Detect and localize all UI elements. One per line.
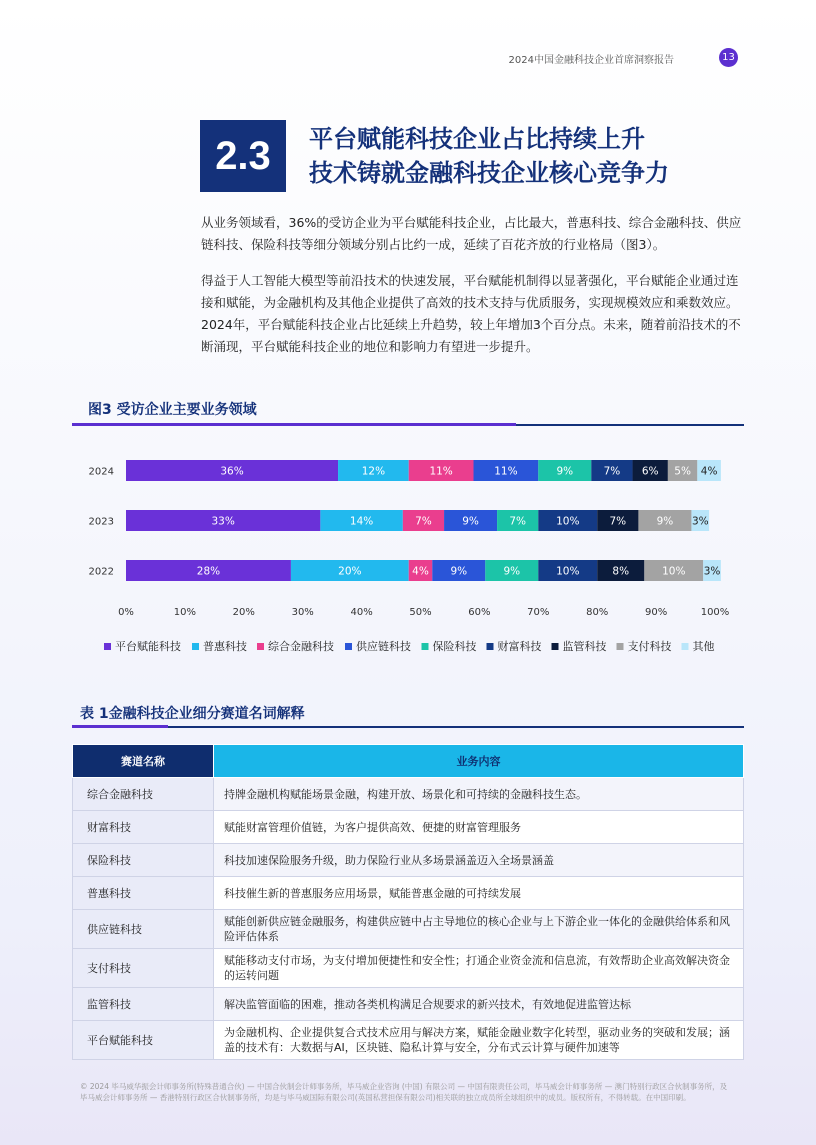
section-number: 2.3 <box>200 120 286 192</box>
terms-table <box>72 744 744 1060</box>
track-name: 供应链科技 <box>73 910 214 949</box>
body-paragraph: 从业务领域看，36%的受访企业为平台赋能科技企业，占比最大，普惠科技、综合金融科技、供应链科技、保险科技等细分领域分别占比约一成，延续了百花齐放的行业格局（图3）。 <box>201 215 742 252</box>
legend-swatch <box>192 643 199 650</box>
legend-swatch <box>617 643 624 650</box>
legend-item: 监管科技 <box>562 640 607 653</box>
x-tick-label: 100% <box>700 607 730 618</box>
track-name: 综合金融科技 <box>73 778 214 811</box>
table-row <box>73 811 744 844</box>
page-number-badge: 13 <box>719 48 738 67</box>
x-tick-label: 70% <box>527 607 550 618</box>
legend-item: 支付科技 <box>627 640 672 653</box>
legend-item: 供应链科技 <box>356 640 411 653</box>
data-label: 8% <box>612 565 630 578</box>
track-desc: 赋能移动支付市场，为支付增加便捷性和安全性；打通企业资金流和信息流，有效帮助企业高效解决资金的运转问题 <box>214 949 744 988</box>
x-tick-label: 50% <box>409 607 432 618</box>
table-row <box>73 988 744 1021</box>
table-row <box>73 910 744 949</box>
figure-divider <box>72 424 744 426</box>
data-label: 7% <box>609 515 627 528</box>
data-label: 6% <box>641 465 659 478</box>
x-tick-label: 10% <box>173 607 197 618</box>
track-desc: 持牌金融机构赋能场景金融，构建开放、场景化和可持续的金融科技生态。 <box>214 778 744 811</box>
legend-item: 平台赋能科技 <box>115 640 181 653</box>
data-label: 7% <box>415 515 432 528</box>
x-tick-label: 80% <box>586 607 609 618</box>
legend-item: 普惠科技 <box>203 640 247 653</box>
table-row <box>73 778 744 811</box>
legend-item: 保险科技 <box>432 640 477 653</box>
data-label: 7% <box>603 465 621 478</box>
data-label: 7% <box>509 515 527 528</box>
x-tick-label: 40% <box>350 607 373 618</box>
section-title-line2: 技术铸就金融科技企业核心竞争力 <box>309 159 669 187</box>
track-desc: 赋能财富管理价值链，为客户提供高效、便捷的财富管理服务 <box>214 811 744 844</box>
table-header-name: 赛道名称 <box>73 745 214 778</box>
track-desc: 科技加速保险服务升级，助力保险行业从多场景涵盖迈入全场景涵盖 <box>214 844 744 877</box>
data-label: 10% <box>556 565 580 578</box>
data-label: 28% <box>196 565 221 578</box>
legend-item: 综合金融科技 <box>268 640 334 653</box>
x-tick-label: 60% <box>468 607 491 618</box>
table-row <box>73 844 744 877</box>
legend-swatch <box>422 643 429 650</box>
body-paragraph: 得益于人工智能大模型等前沿技术的快速发展，平台赋能机制得以显著强化，平台赋能企业通过连接和赋能，为金融机构及其他企业提供了高效的技术支持与优质服务，实现规模效应和乘数效应。2024年，平台赋能科技企业占比延续上升趋势，较上年增加3个百分点。未来，随着前沿技术的不断涌现，平台赋能科技企业的地位和影响力有望进一步提升。 <box>201 273 741 354</box>
data-label: 12% <box>361 465 386 478</box>
data-label: 9% <box>503 565 521 578</box>
report-title: 2024中国金融科技企业首席洞察报告 <box>508 55 674 66</box>
legend-item: 财富科技 <box>497 640 542 653</box>
data-label: 5% <box>674 465 691 478</box>
table-divider <box>72 726 744 728</box>
data-label: 33% <box>211 515 235 528</box>
track-name: 支付科技 <box>73 949 214 988</box>
data-label: 36% <box>220 465 244 478</box>
table-row <box>73 1021 744 1060</box>
track-desc: 为金融机构、企业提供复合式技术应用与解决方案，赋能金融业数字化转型，驱动业务的突破和发展；涵盖的技术有：大数据与AI，区块链、隐私计算与安全，分布式云计算与硬件加速等 <box>214 1021 744 1060</box>
data-label: 11% <box>429 465 453 478</box>
copyright-footer: © 2024 毕马威华振会计师事务所(特殊普通合伙) — 中国合伙制会计师事务所，毕马威企业咨询 (中国) 有限公司 — 中国有限责任公司，毕马威会计师事务所 — 澳门特别行政区合伙制事务所，及毕马威会计师事务所 — 香港特别行政区合伙制事务所，均是与毕马威国际有限公司(英国私营担保有限公司)相关联的独立成员所全球组织中的成员。版权所有，不得转载。在中国印刷。 <box>80 1082 728 1102</box>
table-row <box>73 877 744 910</box>
x-tick-label: 90% <box>644 607 668 618</box>
section-title-line1: 平台赋能科技企业占比持续上升 <box>309 125 645 153</box>
data-label: 10% <box>556 515 580 528</box>
section-title <box>309 122 669 190</box>
data-label: 9% <box>450 565 468 578</box>
year-label: 2024 <box>88 466 114 478</box>
data-label: 9% <box>462 515 479 528</box>
track-name: 监管科技 <box>73 988 214 1021</box>
legend-swatch <box>257 643 264 650</box>
year-label: 2023 <box>88 516 114 528</box>
legend-item: 其他 <box>692 640 715 653</box>
track-name: 财富科技 <box>73 811 214 844</box>
table-header-desc: 业务内容 <box>214 745 744 778</box>
x-tick-label: 30% <box>291 607 314 618</box>
business-domain-chart <box>80 440 740 670</box>
legend-swatch <box>104 643 111 650</box>
x-tick-label: 0% <box>118 607 134 618</box>
figure-title: 图3 受访企业主要业务领域 <box>88 402 257 418</box>
data-label: 10% <box>662 565 686 578</box>
table-row <box>73 949 744 988</box>
data-label: 20% <box>338 565 362 578</box>
data-label: 4% <box>700 465 718 478</box>
data-label: 14% <box>349 515 374 528</box>
data-label: 4% <box>412 565 429 578</box>
legend-swatch <box>487 643 494 650</box>
x-tick-label: 20% <box>232 607 255 618</box>
data-label: 11% <box>494 465 518 478</box>
track-name: 保险科技 <box>73 844 214 877</box>
legend-swatch <box>345 643 352 650</box>
data-label: 3% <box>703 565 721 578</box>
legend-swatch <box>552 643 559 650</box>
track-name: 平台赋能科技 <box>73 1021 214 1060</box>
track-desc: 解决监管面临的困难，推动各类机构满足合规要求的新兴技术，有效地促进监管达标 <box>214 988 744 1021</box>
track-desc: 赋能创新供应链金融服务，构建供应链中占主导地位的核心企业与上下游企业一体化的金融供给体系和风险评估体系 <box>214 910 744 949</box>
track-desc: 科技催生新的普惠服务应用场景，赋能普惠金融的可持续发展 <box>214 877 744 910</box>
track-name: 普惠科技 <box>73 877 214 910</box>
data-label: 9% <box>556 465 574 478</box>
legend-swatch <box>682 643 689 650</box>
data-label: 9% <box>656 515 674 528</box>
table-title: 表 1金融科技企业细分赛道名词解释 <box>80 706 305 722</box>
year-label: 2022 <box>88 566 114 578</box>
data-label: 3% <box>691 515 709 528</box>
